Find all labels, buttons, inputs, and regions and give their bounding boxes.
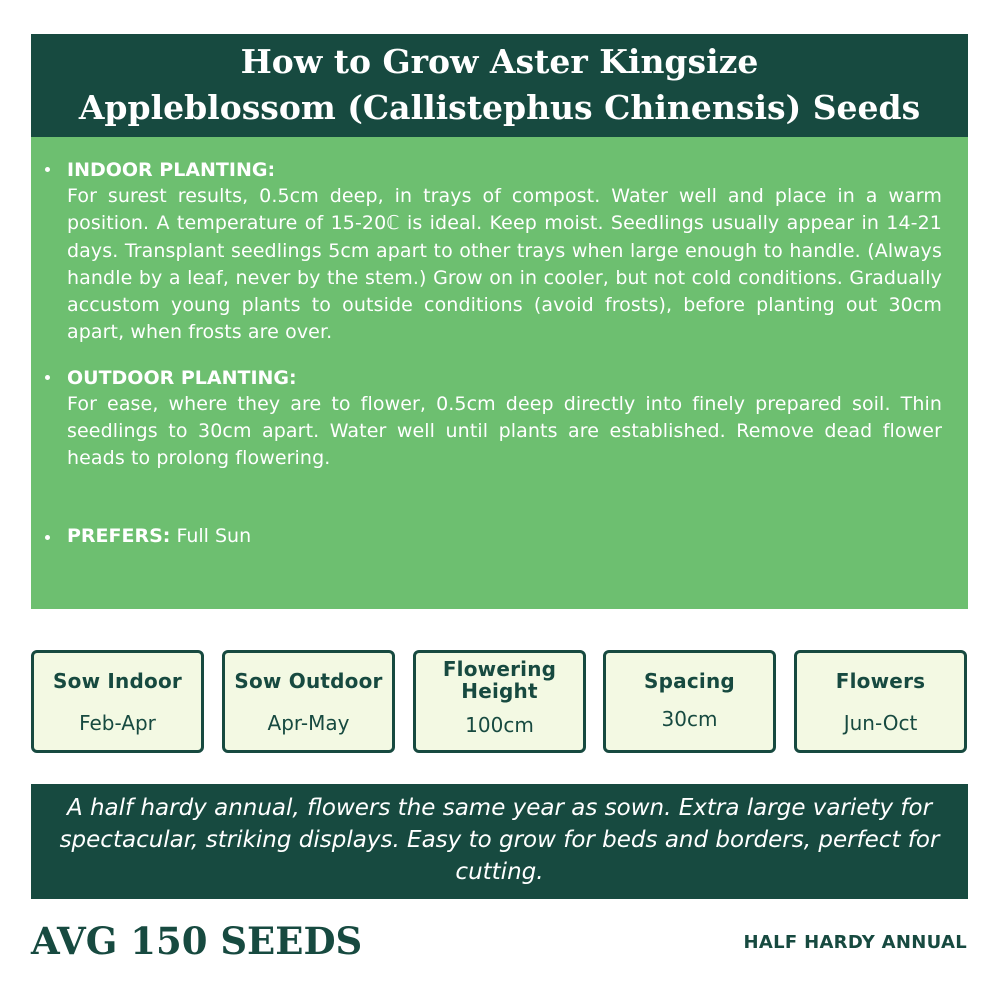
indoor-planting-text: For surest results, 0.5cm deep, in trays of compost. Water well and place in a warm position. A temperature of 15-20ℂ is ideal. Keep moist. Seedlings usually appear in 14-21 days. Transplant seedlings 5cm apart to other trays when large enough to handle. (Always handle by a leaf, never by the stem.) Grow on in cooler, but not cold conditions. Gradually accustom young plants to outside conditions (avoid frosts), before planting out 30cm apart, when frosts are over.	[67, 185, 942, 344]
outdoor-planting-heading: OUTDOOR PLANTING:	[67, 366, 297, 389]
stat-sow-outdoor	[222, 650, 395, 753]
stat-label: Flowering Height	[442, 657, 557, 703]
outdoor-planting-item	[67, 365, 942, 473]
indoor-planting-item	[67, 157, 942, 347]
outdoor-planting-text: For ease, where they are to flower, 0.5cm deep directly into finely prepared soil. Thin seedlings to 30cm apart. Water well until plants are established. Remove dead flower heads to prolong flowering.	[67, 392, 942, 470]
indoor-planting-heading: INDOOR PLANTING:	[67, 159, 276, 181]
stat-sow-indoor	[31, 650, 204, 753]
stat-value: Feb-Apr	[79, 711, 156, 735]
prefers-value: Full Sun	[176, 524, 252, 547]
stat-flowers	[794, 650, 967, 753]
stat-value: Apr-May	[267, 711, 350, 735]
stat-label: Flowers	[835, 669, 926, 693]
plant-type-label: HALF HARDY ANNUAL	[743, 932, 967, 953]
stat-value: Jun-Oct	[843, 711, 918, 735]
stat-flowering-height	[413, 650, 586, 753]
planting-instructions	[31, 137, 968, 609]
prefers-label: PREFERS:	[67, 524, 171, 547]
stat-spacing	[603, 650, 776, 753]
stat-label: Sow Indoor	[53, 669, 182, 693]
bullet-dot-icon	[45, 375, 50, 380]
prefers-item	[67, 525, 942, 547]
stat-value: 100cm	[465, 713, 534, 737]
stat-label: Spacing	[644, 669, 735, 693]
page-title	[31, 34, 968, 137]
stat-value: 30cm	[661, 707, 718, 731]
title-line-1: How to Grow Aster Kingsize	[240, 42, 759, 81]
bullet-dot-icon	[45, 535, 50, 540]
bullet-dot-icon	[45, 167, 50, 172]
description-banner: A half hardy annual, flowers the same year as sown. Extra large variety for spectacular, striking displays. Easy to grow for beds and borders, perfect for cutting.	[31, 784, 968, 899]
title-line-2: Appleblossom (Callistephus Chinensis) Seeds	[78, 88, 921, 127]
stat-label: Sow Outdoor	[234, 669, 383, 693]
seed-count: AVG 150 SEEDS	[31, 919, 363, 963]
